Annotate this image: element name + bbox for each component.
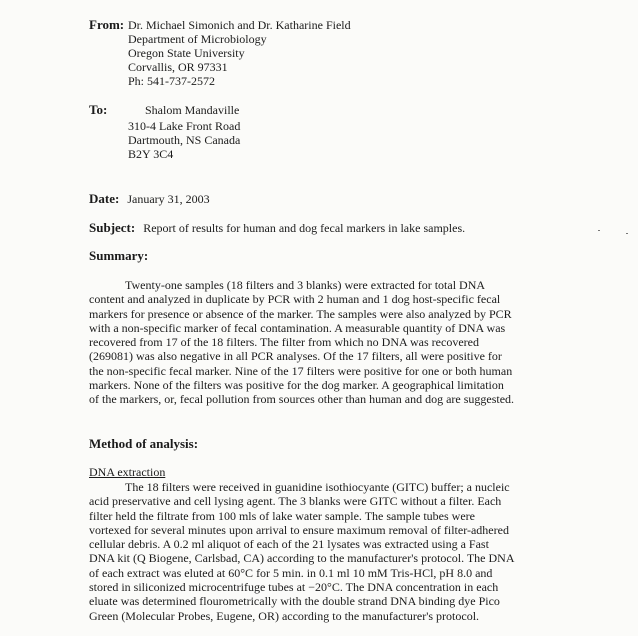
- from-line: Ph: 541-737-2572: [128, 74, 215, 88]
- to-line: 310-4 Lake Front Road: [128, 119, 241, 133]
- subject-row: [89, 219, 465, 237]
- method-line: DNA kit (Q Biogene, Carlsbad, CA) according to the manufacturer's protocol. The DNA: [89, 551, 515, 566]
- summary-line: the non-specific fecal marker. Nine of the 17 filters were positive for one or both human: [89, 363, 513, 378]
- scan-speck: [626, 233, 628, 234]
- summary-line: markers. None of the filters was positive for the dog marker. A geographical limitation: [89, 378, 504, 393]
- dna-extraction-paragraph: [89, 480, 559, 623]
- to-line: Dartmouth, NS Canada: [128, 133, 241, 147]
- method-line: Green (Molecular Probes, Eugene, OR) according to the manufacturer's protocol.: [89, 608, 480, 623]
- summary-line: content and analyzed in duplicate by PCR with 2 human and 1 dog host-specific fecal: [89, 292, 501, 307]
- to-line: B2Y 3C4: [128, 147, 174, 161]
- method-line: of each extract was eluted at 60°C for 5 min. in 0.1 ml 10 mM Tris-HCl, pH 8.0 and: [89, 565, 493, 580]
- subject-label: Subject:: [89, 220, 136, 235]
- summary-line: Twenty-one samples (18 filters and 3 blanks) were extracted for total DNA: [125, 278, 486, 292]
- from-label: From:: [89, 17, 125, 32]
- dna-extraction-subheading: DNA extraction: [89, 465, 166, 479]
- method-heading: Method of analysis:: [89, 436, 199, 451]
- summary-line: (269081) was also negative in all PCR analyses. Of the 17 filters, all were positive for: [89, 349, 502, 364]
- from-line: Department of Microbiology: [128, 32, 267, 46]
- summary-heading: Summary:: [89, 248, 149, 263]
- date-value: January 31, 2003: [127, 192, 210, 206]
- summary-line: of the markers, or, fecal pollution from sources other than human and dog are suggested.: [89, 392, 515, 407]
- method-line: vortexed for several minutes upon arrival to ensure maximum removal of filter-adhered: [89, 522, 509, 537]
- method-line: eluate was determined flourometrically with the double strand DNA binding dye Pico: [89, 594, 500, 609]
- to-address: [128, 119, 240, 161]
- from-line: Oregon State University: [128, 46, 245, 60]
- method-line: The 18 filters were received in guanidine isothiocyante (GITC) buffer; a nucleic: [125, 480, 510, 494]
- method-line: acid preservative and cell lysing agent. The 3 blanks were GITC without a filter. Each: [89, 494, 502, 509]
- from-address: [128, 18, 351, 88]
- to-label: To:: [89, 102, 108, 117]
- from-line: Dr. Michael Simonich and Dr. Katharine Field: [128, 18, 351, 32]
- from-line: Corvallis, OR 97331: [128, 60, 228, 74]
- to-recipient: Shalom Mandaville: [145, 103, 240, 117]
- subject-value: Report of results for human and dog fecal markers in lake samples.: [143, 221, 466, 235]
- method-line: cellular debris. A 0.2 ml aliquot of each of the 21 lysates was extracted using a Fast: [89, 537, 489, 552]
- method-line: filter held the filtrate from 100 mls of lake water sample. The sample tubes were: [89, 508, 475, 523]
- summary-paragraph: [89, 278, 559, 407]
- summary-line: recovered from 17 of the 18 filters. The filter from which no DNA was recovered: [89, 335, 479, 350]
- date-label: Date:: [89, 191, 120, 206]
- method-line: stored in siliconized microcentrifuge tubes at −20°C. The DNA concentration in each: [89, 580, 499, 595]
- summary-line: markers for presence or absence of the marker. The samples were also analyzed by PCR: [89, 306, 512, 321]
- summary-line: with a non-specific marker of fecal contamination. A measurable quantity of DNA was: [89, 320, 506, 335]
- scan-speck: [598, 230, 600, 231]
- date-row: [89, 190, 210, 208]
